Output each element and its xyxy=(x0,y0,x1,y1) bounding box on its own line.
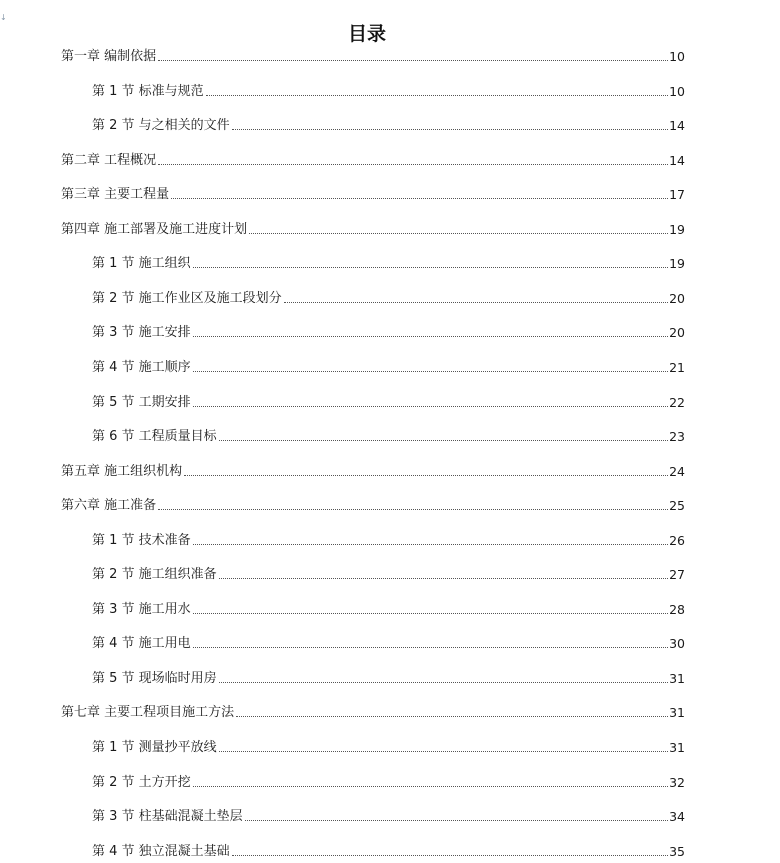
toc-entry-page: 26 xyxy=(669,532,685,548)
dot-leader xyxy=(236,716,668,717)
dot-leader xyxy=(232,855,668,856)
dot-leader xyxy=(219,578,668,579)
toc-entry[interactable] xyxy=(0,803,685,825)
toc-entry[interactable] xyxy=(0,596,685,618)
toc-entry-page: 31 xyxy=(669,670,685,686)
toc-entry-label: 第 4 节 施工顺序 xyxy=(92,359,191,375)
toc-entry-label: 第 2 节 与之相关的文件 xyxy=(92,118,230,134)
toc-entry[interactable] xyxy=(0,112,685,134)
dot-leader xyxy=(193,647,668,648)
toc-entry[interactable] xyxy=(0,354,685,376)
dot-leader xyxy=(219,751,668,752)
toc-entry[interactable] xyxy=(0,458,685,480)
toc-entry[interactable] xyxy=(0,838,685,860)
toc-entry-label: 第 1 节 测量抄平放线 xyxy=(92,740,217,755)
toc-entry-label: 第 5 节 现场临时用房 xyxy=(92,670,217,686)
toc-entry-page: 22 xyxy=(669,394,685,410)
toc-entry[interactable] xyxy=(0,492,685,514)
toc-entry[interactable] xyxy=(0,181,685,203)
toc-entry-page: 34 xyxy=(669,809,685,825)
toc-entry-page: 10 xyxy=(669,49,685,64)
dot-leader xyxy=(193,336,668,337)
dot-leader xyxy=(158,60,668,61)
toc-entry-label: 第五章 施工组织机构 xyxy=(61,463,183,479)
toc-entry-label: 第 1 节 施工组织 xyxy=(92,256,191,272)
paragraph-mark-icon: ↓ xyxy=(0,13,7,22)
dot-leader xyxy=(193,371,668,372)
toc-entry-label: 第 2 节 土方开挖 xyxy=(92,774,191,790)
dot-leader xyxy=(206,95,668,96)
toc-entry-page: 19 xyxy=(669,221,685,237)
toc-entry-page: 32 xyxy=(669,774,685,790)
toc-entry-page: 20 xyxy=(669,325,685,341)
page-title: 目录 xyxy=(347,22,386,45)
toc-entry-label: 第四章 施工部署及施工进度计划 xyxy=(61,221,248,237)
toc-entry[interactable] xyxy=(0,216,685,238)
dot-leader xyxy=(284,302,668,303)
toc-entry[interactable] xyxy=(0,699,685,721)
toc-entry-label: 第 6 节 工程质量目标 xyxy=(92,429,217,445)
dot-leader xyxy=(171,198,668,199)
toc-entry-page: 30 xyxy=(669,636,685,652)
toc-entry[interactable] xyxy=(0,250,685,272)
toc-entry[interactable] xyxy=(0,665,685,687)
toc-entry-label: 第 1 节 标准与规范 xyxy=(92,83,204,99)
toc-entry[interactable] xyxy=(0,285,685,307)
dot-leader xyxy=(193,613,668,614)
dot-leader xyxy=(232,129,668,130)
toc-entry-label: 第 3 节 施工用水 xyxy=(92,601,191,617)
dot-leader xyxy=(158,509,668,510)
toc-entry-label: 第七章 主要工程项目施工方法 xyxy=(61,705,235,721)
toc-entry[interactable] xyxy=(0,527,685,549)
toc-entry-page: 20 xyxy=(669,290,685,306)
toc-entry-page: 31 xyxy=(669,740,685,755)
toc-entry[interactable] xyxy=(0,561,685,583)
toc-entry-label: 第六章 施工准备 xyxy=(61,498,157,514)
dot-leader xyxy=(249,233,668,234)
toc-entry-label: 第 2 节 施工作业区及施工段划分 xyxy=(92,290,282,306)
dot-leader xyxy=(245,820,668,821)
toc-entry-page: 19 xyxy=(669,256,685,272)
toc-entry-label: 第 1 节 技术准备 xyxy=(92,532,191,548)
toc-entry-label: 第 4 节 施工用电 xyxy=(92,636,191,652)
toc-entry[interactable] xyxy=(0,769,685,791)
toc-entry-page: 14 xyxy=(669,152,685,168)
toc-entry-page: 17 xyxy=(669,187,685,203)
toc-entry-page: 10 xyxy=(669,83,685,99)
toc-entry-page: 31 xyxy=(669,705,685,721)
toc-entry-page: 23 xyxy=(669,429,685,445)
toc-entry-page: 24 xyxy=(669,463,685,479)
toc-entry-label: 第 5 节 工期安排 xyxy=(92,394,191,410)
toc-entry[interactable] xyxy=(0,78,685,100)
toc-entry-page: 28 xyxy=(669,601,685,617)
toc-entry-page: 27 xyxy=(669,567,685,583)
toc-entry-label: 第二章 工程概况 xyxy=(61,152,157,168)
toc-entry-label: 第 4 节 独立混凝土基础 xyxy=(92,843,230,859)
toc-entry[interactable] xyxy=(0,734,685,756)
toc-entry-label: 第 2 节 施工组织准备 xyxy=(92,567,217,583)
toc-entry[interactable] xyxy=(0,147,685,169)
toc-entry[interactable] xyxy=(0,423,685,445)
toc-entry-page: 25 xyxy=(669,498,685,514)
toc-entry-label: 第 3 节 柱基础混凝土垫层 xyxy=(92,809,243,825)
toc-entry-label: 第一章 编制依据 xyxy=(61,49,157,64)
dot-leader xyxy=(184,475,668,476)
toc-entry-label: 第三章 主要工程量 xyxy=(61,187,170,203)
dot-leader xyxy=(193,544,668,545)
toc-entry[interactable] xyxy=(0,43,685,65)
toc-entry-page: 21 xyxy=(669,359,685,375)
dot-leader xyxy=(219,682,668,683)
dot-leader xyxy=(219,440,668,441)
dot-leader xyxy=(158,164,668,165)
dot-leader xyxy=(193,267,668,268)
toc-entry-label: 第 3 节 施工安排 xyxy=(92,325,191,341)
toc-entry[interactable] xyxy=(0,630,685,652)
toc-entry[interactable] xyxy=(0,319,685,341)
toc-entry-page: 14 xyxy=(669,118,685,134)
toc-entry-page: 35 xyxy=(669,843,685,859)
toc-entry[interactable] xyxy=(0,389,685,411)
dot-leader xyxy=(193,786,668,787)
dot-leader xyxy=(193,406,668,407)
